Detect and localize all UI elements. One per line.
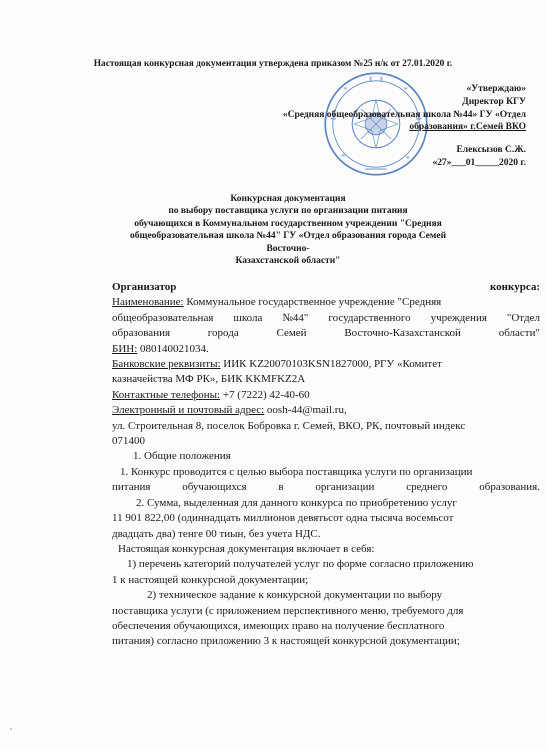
approval-stamp-block xyxy=(283,83,526,170)
title-line-4: общеобразовательная школа №44" ГУ «Отдел образования города Семей Восточно- xyxy=(129,231,447,254)
title-line-3: обучающихся в Коммунальном государственном учреждении "Средняя xyxy=(134,218,442,229)
section-1-title: 1. Общие положения xyxy=(133,450,231,463)
title-line-1: Конкурсная документация xyxy=(230,194,346,204)
paragraph-2-line-3: двадцать два) тенге 00 тиын, без учета НДС. xyxy=(112,527,321,540)
organizer-bank-line-1: Банковские реквизиты: ИИК KZ20070103KSN1827000, РГУ «Комитет xyxy=(112,358,442,371)
approve-date: «27»___01_____2020 г. xyxy=(432,157,526,168)
approval-header: Настоящая конкурсная документация утверждена приказом №25 н/к от 27.01.2020 г. xyxy=(93,59,453,69)
item-2-line-1: 2) техническое задание к конкурсной документации по выбору xyxy=(147,589,443,602)
approve-line-3: «Средняя общеобразовательная школа №44» ГУ «Отдел xyxy=(282,109,526,120)
item-1-line-1: 1) перечень категорий получателей услуг по форме согласно приложению xyxy=(127,558,474,571)
title-line-2: по выбору поставщика услуги по организации питания xyxy=(168,206,408,217)
organizer-address-line-2: 071400 xyxy=(112,435,145,448)
organizer-name-line-3: образования города Семей Восточно-Казахстанской области" xyxy=(112,327,540,340)
item-2-line-2: поставщика услуги (с приложением перспективного меню, требуемого для xyxy=(112,604,464,617)
organizer-bin: БИН: 080140021034. xyxy=(112,342,209,355)
title-line-5: Казахстанской области" xyxy=(235,256,341,267)
approve-line-1: «Утверждаю» xyxy=(466,84,526,94)
document-body xyxy=(112,280,540,650)
paragraph-3-line-1: Настоящая конкурсная документация включает в себя: xyxy=(118,542,375,555)
organizer-address-line-1: ул. Строительная 8, поселок Бобровка г. Семей, ВКО, РК, почтовый индекс xyxy=(112,419,466,432)
paragraph-1-line-2: питания обучающихся в организации среднего образования. xyxy=(112,481,540,494)
item-2-line-4: питания) согласно приложению 3 к настоящей конкурсной документации; xyxy=(112,635,460,648)
paragraph-2-line-2: 11 901 822,00 (одиннадцать миллионов девятьсот одна тысяча восемьсот xyxy=(112,512,454,525)
scan-speck xyxy=(10,728,12,730)
paragraph-2-line-1: 2. Сумма, выделенная для данного конкурса по приобретению услуг xyxy=(136,496,457,509)
organizer-bank-line-2: казначейства МФ РК», БИК KKMFKZ2A xyxy=(112,373,306,386)
item-2-line-3: обеспечения обучающихся, имеющих право на получение бесплатного xyxy=(112,619,445,632)
approve-line-4: образования» г.Семей ВКО xyxy=(409,122,526,133)
organizer-name-line-2: общеобразовательная школа №44" государственного учреждения "Отдел xyxy=(112,311,540,324)
item-1-line-2: 1 к настоящей конкурсной документации; xyxy=(112,573,309,586)
paragraph-1-line-1: 1. Конкурс проводится с целью выбора поставщика услуги по организации xyxy=(120,465,473,478)
organizer-email: Электронный и почтовый адрес: oosh-44@mail.ru, xyxy=(112,404,347,417)
organizer-heading: Организатор конкурса: xyxy=(112,281,540,293)
approve-signatory: Елексызов С.Ж. xyxy=(456,145,526,156)
organizer-phone: Контактные телефоны: +7 (7222) 42-40-60 xyxy=(112,388,310,401)
organizer-name-line-1: Наименование: Коммунальное государственное учреждение "Средняя xyxy=(112,296,442,309)
document-title xyxy=(108,193,468,267)
approve-line-2: Директор КГУ xyxy=(462,96,526,107)
